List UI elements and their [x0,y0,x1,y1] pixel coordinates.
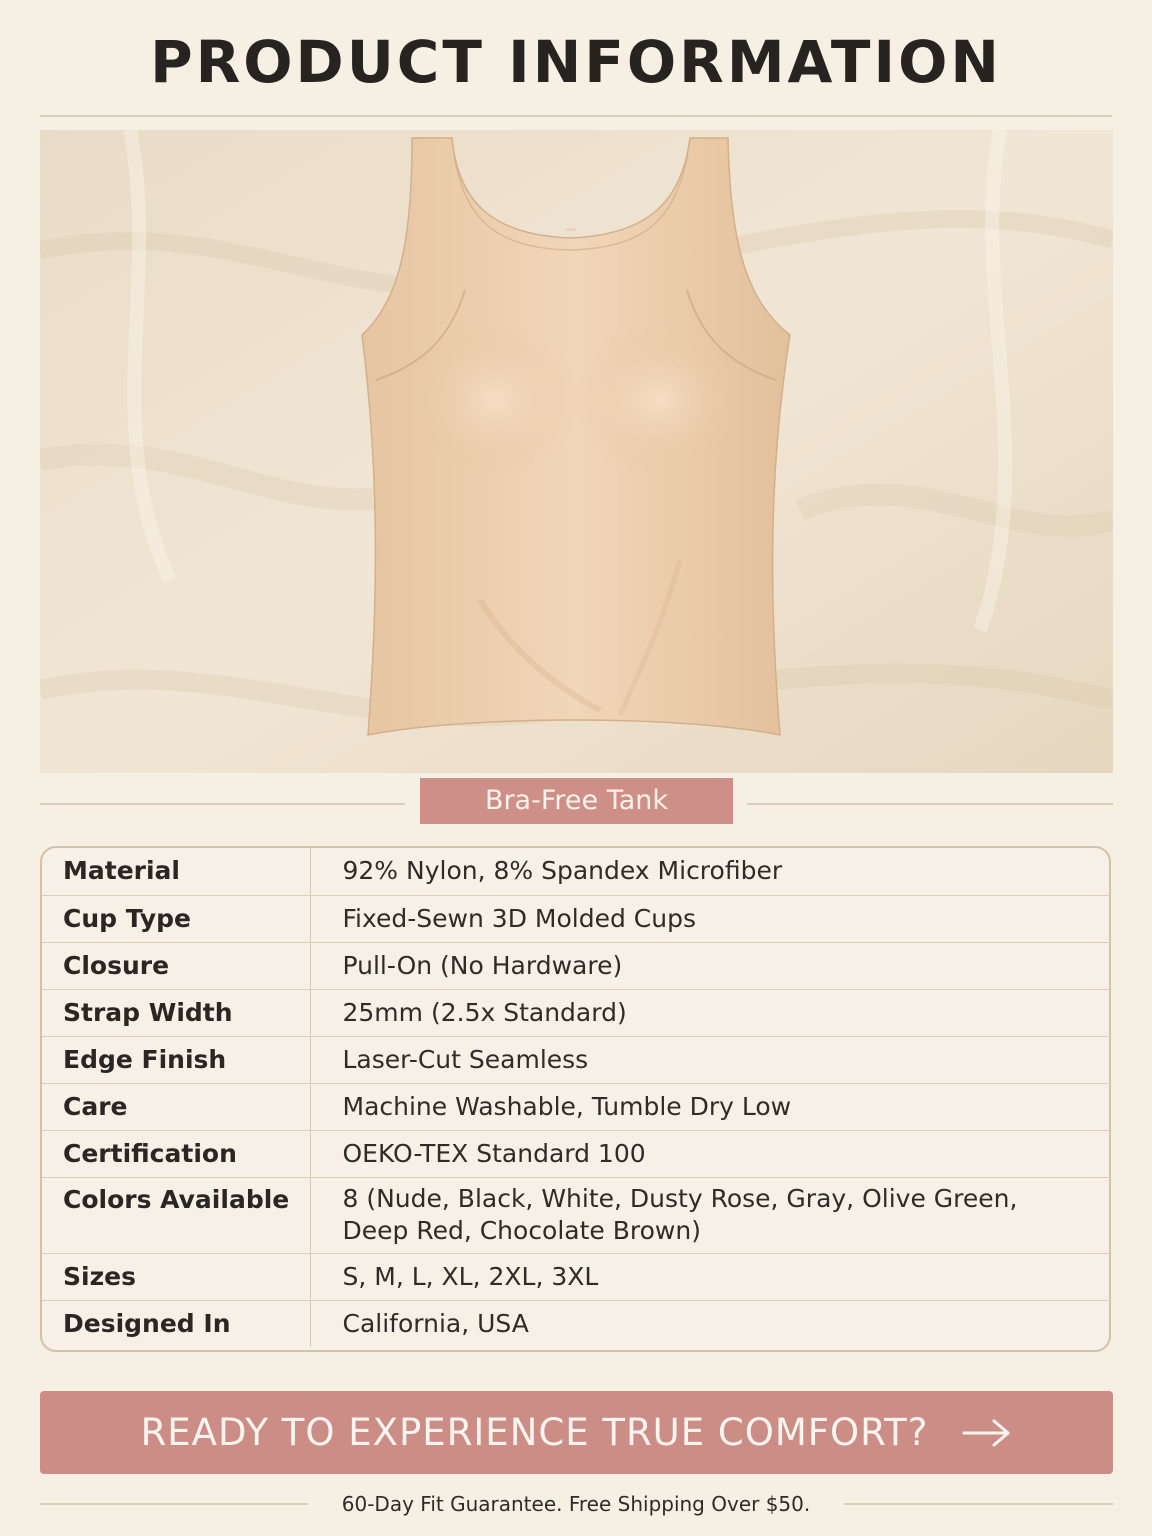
spec-value: Laser-Cut Seamless [310,1036,1109,1083]
table-row [42,1083,1109,1130]
spec-label: Strap Width [42,989,310,1036]
table-row [42,1130,1109,1177]
spec-label: Certification [42,1130,310,1177]
page-title: PRODUCT INFORMATION [150,28,1002,96]
spec-label: Closure [42,942,310,989]
table-row [42,848,1109,895]
spec-value: Pull-On (No Hardware) [310,942,1109,989]
cta-label: READY TO EXPERIENCE TRUE COMFORT? [140,1411,929,1454]
footer-divider-right [844,1503,1113,1505]
footer [40,1490,1113,1518]
product-name-row [40,778,1113,824]
spec-label: Cup Type [42,895,310,942]
spec-value: Fixed-Sewn 3D Molded Cups [310,895,1109,942]
spec-value [310,1177,1109,1253]
table-row [42,895,1109,942]
tank-top-illustration [40,130,1113,773]
spec-value-line-1: 8 (Nude, Black, White, Dusty Rose, Gray, Olive Green, [342,1184,1018,1213]
spec-value: California, USA [342,1308,529,1338]
spec-value: Machine Washable, Tumble Dry Low [310,1083,1109,1130]
spec-label: Colors Available [42,1177,310,1253]
table-row [42,1253,1109,1300]
cta-button[interactable] [40,1391,1113,1474]
spec-label: Care [42,1083,310,1130]
name-divider-right [747,803,1113,805]
spec-table [40,846,1111,1352]
arrow-right-icon [962,1418,1012,1448]
spec-label: Designed In [42,1300,310,1347]
spec-value: 92% Nylon, 8% Spandex Microfiber [310,848,1109,895]
spec-value: OEKO-TEX Standard 100 [310,1130,1109,1177]
footer-divider-left [40,1503,308,1505]
spec-label: Material [42,848,310,895]
table-row [42,942,1109,989]
spec-value: S, M, L, XL, 2XL, 3XL [310,1253,1109,1300]
table-row [42,1300,1109,1347]
spec-value: 25mm (2.5x Standard) [310,989,1109,1036]
product-image [40,130,1113,773]
table-row [42,1036,1109,1083]
table-row [42,989,1109,1036]
table-row [42,1177,1109,1253]
spec-label: Sizes [42,1253,310,1300]
product-name-badge: Bra-Free Tank [420,778,733,824]
footer-text: 60-Day Fit Guarantee. Free Shipping Over $50. [341,1492,811,1516]
name-divider-left [40,803,405,805]
spec-value-line-2: Deep Red, Chocolate Brown) [342,1216,701,1245]
spec-label: Edge Finish [42,1036,310,1083]
title-divider [40,115,1112,117]
